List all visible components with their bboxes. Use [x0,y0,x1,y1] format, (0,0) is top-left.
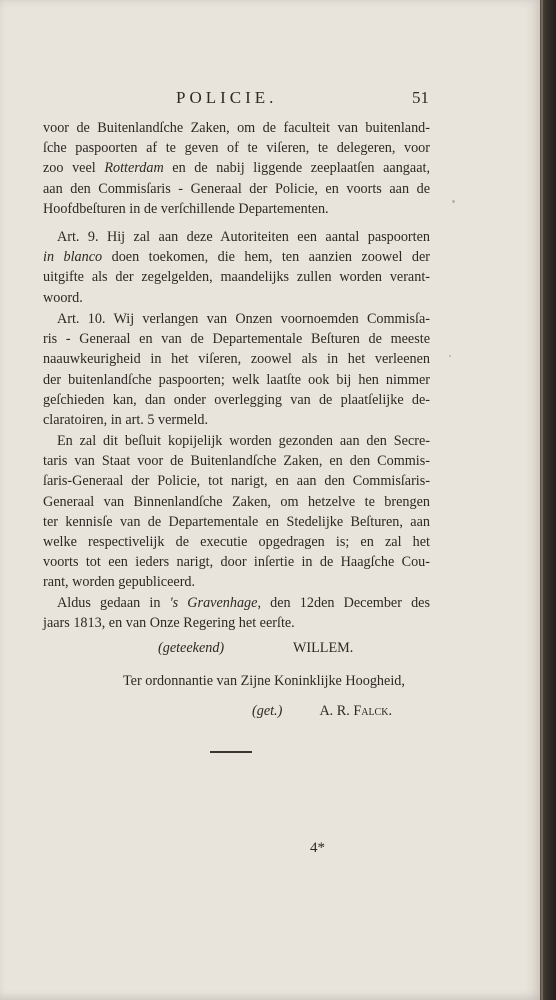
phrase-in-blanco: in blanco [43,249,103,266]
text-line: welke respectivelijk de executie opgedragen is; en zal het [43,534,430,551]
page-number: 51 [412,88,429,107]
text-line: in blanco doen toekomen, die hem, ten aanzien zoowel der [43,249,430,266]
text-line: ſaris-Generaal der Policie, tot narigt, en aan den Commisſaris- [43,473,430,490]
text-line: jaars 1813, en van Onze Regering het eerſte. [43,615,295,632]
text-line: Art. 10. Wij verlangen van Onzen voornoemden Commisſa- [57,311,430,327]
minister-name: A. R. Falck. [319,703,392,719]
text-line: Hoofdbeſturen in de verſchillende Departementen. [43,200,329,217]
text-line: Aldus gedaan in 's Gravenhage, den 12den December des [57,595,431,611]
paragraph-distribution [43,431,430,593]
article-10 [43,309,430,430]
text-line: claratoiren, in art. 5 vermeld. [43,412,209,429]
text-line: taris van Staat voor de Buitenlandſche Zaken, en den Commis- [43,453,430,470]
text-line: ſche paspoorten af te geven of te viſeren, te delegeren, voor [43,140,430,157]
signed-short-label: (get.) [252,703,283,719]
text-line: voorts tot een ieders narigt, door inſertie in de Haagſche Cou- [43,554,430,571]
text-line: uitgifte als der zegelgelden, maandelijks zullen worden verant- [43,269,430,286]
text-line: ter kennisſe van de Departementale en Stedelijke Beſturen, aan [43,513,430,530]
text-line: ris - Generaal en van de Departementale Beſturen de meeste [43,331,430,348]
place-name-rotterdam: Rotterdam [104,160,164,177]
text-line: geſchieden kan, dan onder overlegging van de plaatſelijke de- [43,391,430,408]
signed-label: (geteekend) [158,640,225,656]
paragraph-continuation [43,118,430,219]
text-line: Generaal van Binnenlandſche Zaken, om hetzelve te brengen [43,493,430,510]
page-edge-line [541,0,543,1000]
signature-line-minister [252,703,392,720]
printer-signature-mark: 4* [310,840,325,856]
article-number: Art. 9. [57,229,99,245]
text-line: der buitenlandſche paspoorten; welk laatſte ook bij hen nimmer [43,371,430,388]
closing-paragraph [43,593,430,633]
place-name-gravenhage: 's Gravenhage [169,595,258,611]
running-header-title: POLICIE. [176,88,278,107]
signature-line-king [158,640,353,657]
text-line: rant, worden gepubliceerd. [43,574,196,591]
text-line: En zal dit beſluit kopijelijk worden gezonden aan den Secre- [57,433,430,449]
text-line: voor de Buitenlandſche Zaken, om de faculteit van buitenland- [43,120,430,136]
text-line: woord. [43,289,83,306]
text-line: zoo veel Rotterdam en de nabij liggende zeeplaatſen aangaat, [43,160,430,177]
countersign-text: Ter ordonnantie van Zijne Koninklijke Hoogheid, [123,673,405,689]
text-line: naauwkeurigheid in het viſeren, zoowel als in het verleenen [43,351,430,368]
section-divider [210,751,252,753]
text-line: Art. 9. Hij zal aan deze Autoriteiten een aantal paspoorten [57,229,430,245]
king-name: WILLEM. [293,640,354,656]
text-line: aan den Commisſaris - Generaal der Policie, en voorts aan de [43,180,430,197]
paper-speck [452,200,455,203]
article-9 [43,227,430,308]
paper-speck [449,355,451,357]
